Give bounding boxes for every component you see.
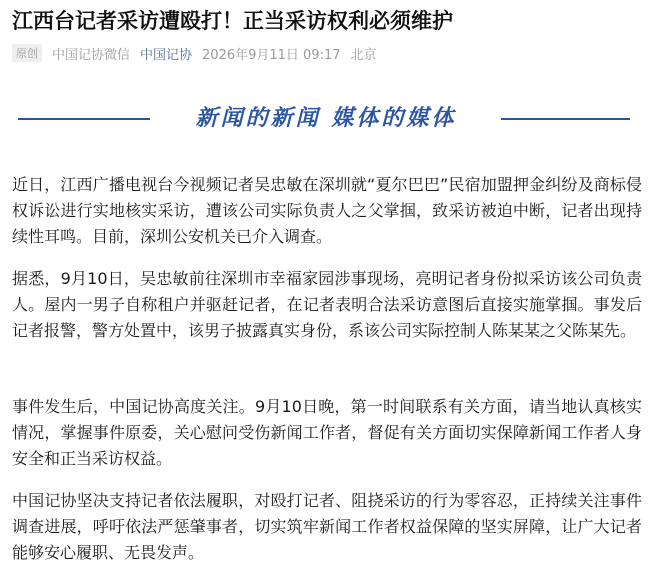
banner-line-right	[501, 118, 630, 120]
original-badge: 原创	[12, 44, 42, 62]
article-paragraph: 据悉，9月10日，吴忠敏前往深圳市幸福家园涉事现场，亮明记者身份拟采访该公司负责人。屋内一男子自称租户并驱赶记者，在记者表明合法采访意图后直接实施掌掴。事发后记者报警，警方处置中，该男子披露真实身份，系该公司实际控制人陈某某之父陈某先。	[12, 269, 642, 340]
article-paragraph: 事件发生后，中国记协高度关注。9月10日晚，第一时间联系有关方面，请当地认真核实情况，掌握事件原委，关心慰问受伤新闻工作者，督促有关方面切实保障新闻工作者人身安全和正当采访权益。	[12, 397, 642, 468]
publish-location: 北京	[350, 47, 377, 63]
article-paragraph: 近日，江西广播电视台今视频记者吴忠敏在深圳就“夏尔巴巴”民宿加盟押金纠纷及商标侵权诉讼进行实地核实采访，遭该公司实际负责人之父掌掴，致采访被迫中断，记者出现持续性耳鸣。目前，深圳公安机关已介入调查。	[12, 175, 642, 246]
slogan-banner	[18, 97, 630, 141]
banner-slogan: 新闻的新闻 媒体的媒体	[195, 105, 457, 131]
account-link[interactable]: 中国记协	[140, 47, 193, 63]
article-title: 江西台记者采访遭殴打！正当采访权利必须维护	[12, 9, 453, 33]
article-meta	[12, 43, 377, 63]
article-paragraph: 中国记协坚决支持记者依法履职，对殴打记者、阻挠采访的行为零容忍，正持续关注事件调查进展，呼吁依法严惩肇事者，切实筑牢新闻工作者权益保障的坚实屏障，让广大记者能够安心履职、无畏发声。	[12, 491, 642, 562]
banner-line-left	[18, 118, 150, 120]
author-name: 中国记协微信	[52, 47, 131, 63]
publish-datetime: 2026年9月11日 09:17	[202, 47, 341, 63]
